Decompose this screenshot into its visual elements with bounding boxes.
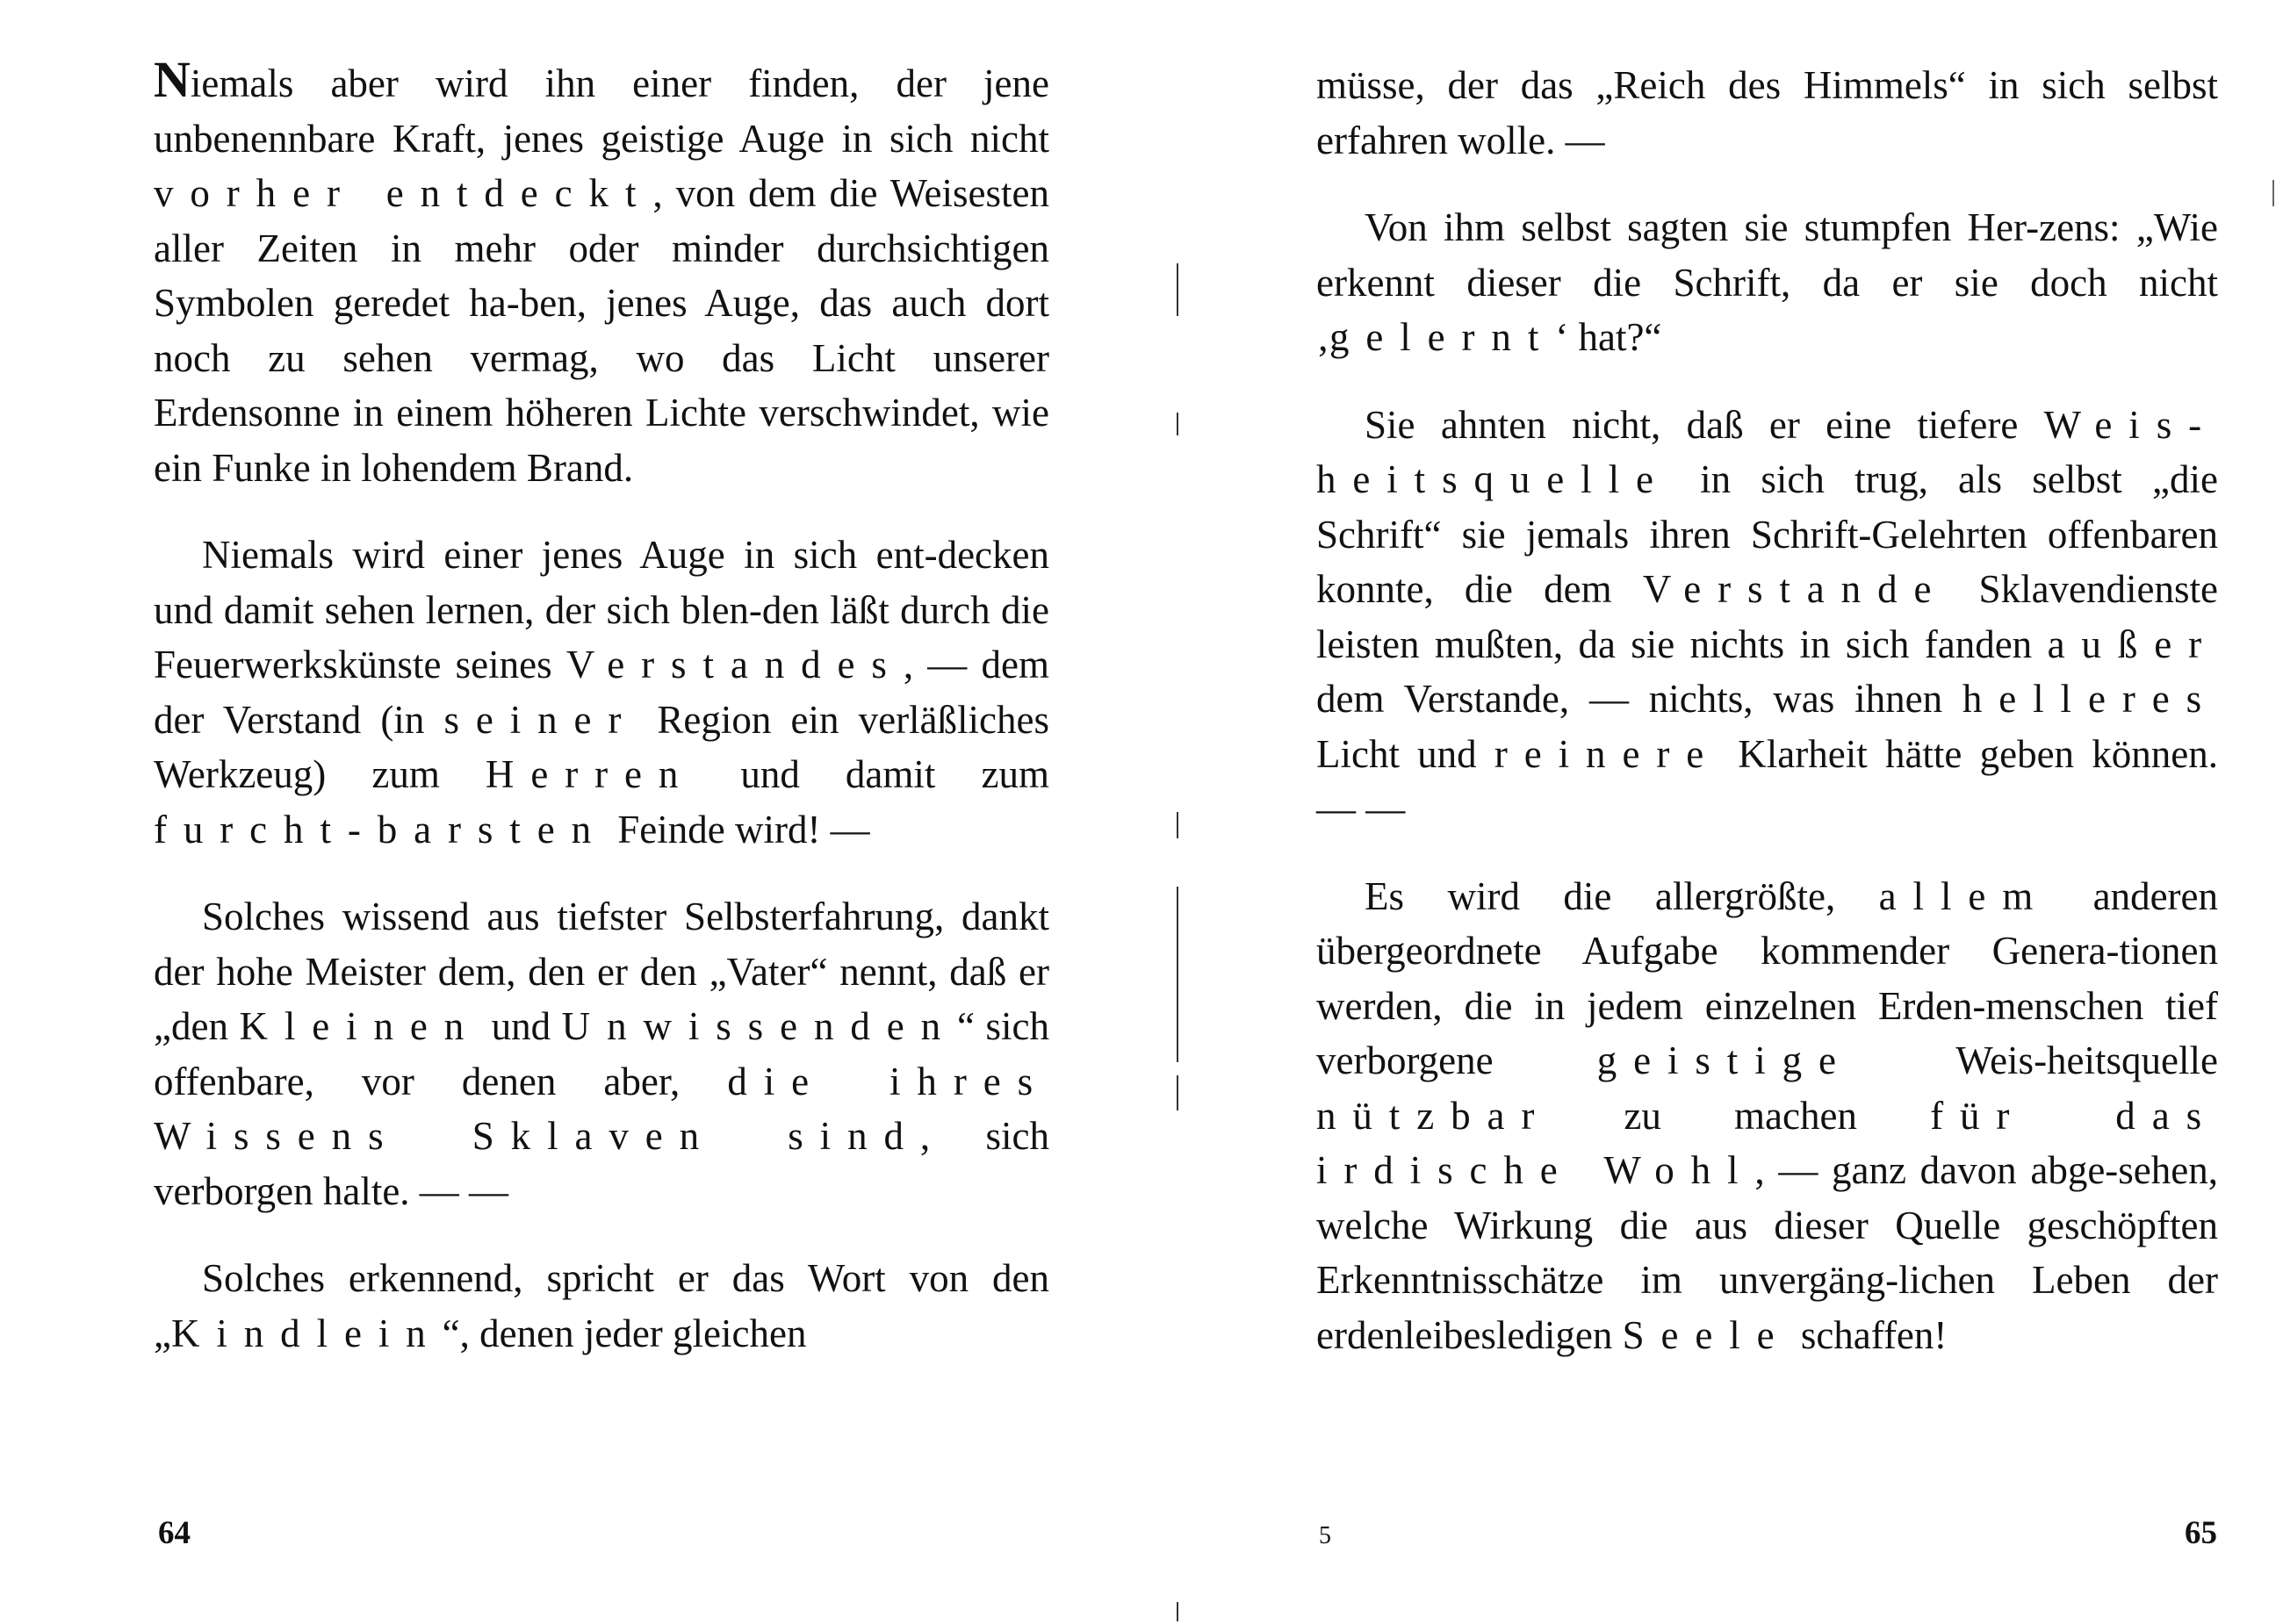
left-paragraph (154, 51, 1049, 495)
emphasis-text: gelernt (1329, 315, 1556, 359)
text-segment: , von dem die Weisesten aller Zeiten in mehr oder minder durchsichtigen Symbolen geredet ha-ben, jenes Auge, das auch dort noch zu sehen vermag, wo das Licht unserer Erdensonne in einem höheren Lichte verschwindet, wie ein Funke in lohendem Brand. (154, 171, 1049, 490)
text-segment: Von ihm selbst sagten sie stumpfen Her-zens: „Wie erkennt dieser die Schrift, da er sie doch nicht ‚ (1316, 205, 2218, 359)
page-number-left: 64 (158, 1515, 191, 1551)
emphasis-text: allem (1878, 873, 2050, 918)
page-number-right: 65 (2185, 1515, 2217, 1551)
text-segment: anderen übergeordnete Aufgabe kommender Genera-tionen werden, die in jedem einzelnen Erden-menschen tief verborgene (1316, 873, 2219, 1082)
text-segment: schaffen! (1790, 1312, 1948, 1357)
left-text-column (154, 51, 1049, 1361)
text-segment: Klarheit hätte geben können. — — (1316, 731, 2218, 830)
text-segment: “, denen jeder gleichen (442, 1311, 807, 1355)
signature-mark: 5 (1319, 1522, 1331, 1549)
left-paragraph (154, 528, 1049, 857)
text-segment: Sklavendienste leisten mußten, da sie nichts in sich fanden (1316, 567, 2218, 666)
emphasis-text: für das irdische Wohl (1316, 1093, 2218, 1192)
emphasis-text: Weis-heitsquelle (1316, 402, 2218, 501)
text-segment: iemals aber wird ihn einer finden, der jene unbenennbare Kraft, jenes geistige Auge in sich nicht (154, 61, 1049, 161)
text-segment: , — dem der Verstand (in (154, 643, 1049, 742)
text-segment: Region ein verläßliches Werkzeug) zum (154, 697, 1049, 796)
text-segment: dem Verstande, — nichts, was ihnen (1316, 677, 1963, 721)
text-segment: und (480, 1004, 562, 1048)
text-segment: Es wird die allergrößte, (1365, 873, 1879, 918)
emphasis-text: nützbar (1316, 1093, 1552, 1138)
text-segment: zu machen (1551, 1093, 1931, 1138)
left-paragraph (154, 889, 1049, 1218)
emphasis-text: die ihres Wissens Sklaven sind (154, 1059, 1049, 1158)
text-segment: “ sich offenbare, vor denen aber, (154, 1004, 1049, 1103)
text-segment: ‘ hat?“ (1555, 315, 1662, 359)
text-segment: Feinde wird! — (607, 807, 870, 852)
left-paragraph (154, 1251, 1049, 1361)
emphasis-text: geistige (1596, 1038, 1853, 1082)
right-paragraph (1316, 58, 2218, 168)
text-segment: , sich verborgen halte. — — (154, 1114, 1049, 1213)
emphasis-text: vorher entdeckt (154, 171, 653, 215)
emphasis-text: außer (2047, 622, 2218, 666)
emphasis-text: Seele (1622, 1312, 1791, 1357)
text-segment: Solches wissend aus tiefster Selbsterfahrung, dankt der hohe Meister dem, den er den „Vater“ nennt, daß er „den (154, 895, 1049, 1048)
emphasis-text: Verstandes (565, 643, 904, 686)
edge-mark (2272, 180, 2274, 206)
emphasis-text: Kindlein (170, 1311, 443, 1355)
text-segment: müsse, der das „Reich des Himmels“ in sich selbst erfahren wolle. — (1316, 63, 2218, 162)
emphasis-text: Verstande (1642, 567, 1948, 611)
text-segment: Weis-heitsquelle (1852, 1038, 2218, 1082)
right-paragraph (1316, 869, 2218, 1363)
text-segment: und damit zum (695, 752, 1049, 796)
text-segment: , — ganz davon abge-sehen, welche Wirkung die aus dieser Quelle geschöpften Erkenntnisschätze im unvergäng-lichen Leben der erdenleibesledigen (1316, 1148, 2218, 1357)
text-segment: in sich trug, als selbst „die Schrift“ sie jemals ihren Schrift-Gelehrten offenbaren konnte, die dem (1316, 457, 2218, 611)
text-segment: Licht und (1316, 731, 1494, 776)
right-page (1177, 0, 2283, 1624)
emphasis-text: seiner (443, 697, 638, 742)
right-text-column (1316, 58, 2218, 1362)
emphasis-text: helleres (1962, 677, 2218, 721)
emphasis-text: furcht-barsten (154, 807, 608, 852)
text-segment: Niemals wird einer jenes Auge in sich ent-decken und damit sehen lernen, der sich blen-den läßt durch die Feuerwerkskünste seines (154, 533, 1049, 686)
emphasis-text: Herren (485, 752, 695, 796)
right-paragraph (1316, 398, 2218, 837)
right-paragraph (1316, 200, 2218, 365)
text-segment: Solches erkennend, spricht er das Wort von den „ (154, 1256, 1049, 1355)
drop-cap: N (154, 51, 191, 108)
emphasis-text: Unwissenden (561, 1004, 958, 1048)
emphasis-text: Kleinen (239, 1004, 481, 1048)
emphasis-text: reinere (1494, 731, 1721, 776)
text-segment: Sie ahnten nicht, daß er eine tiefere (1365, 402, 2044, 447)
